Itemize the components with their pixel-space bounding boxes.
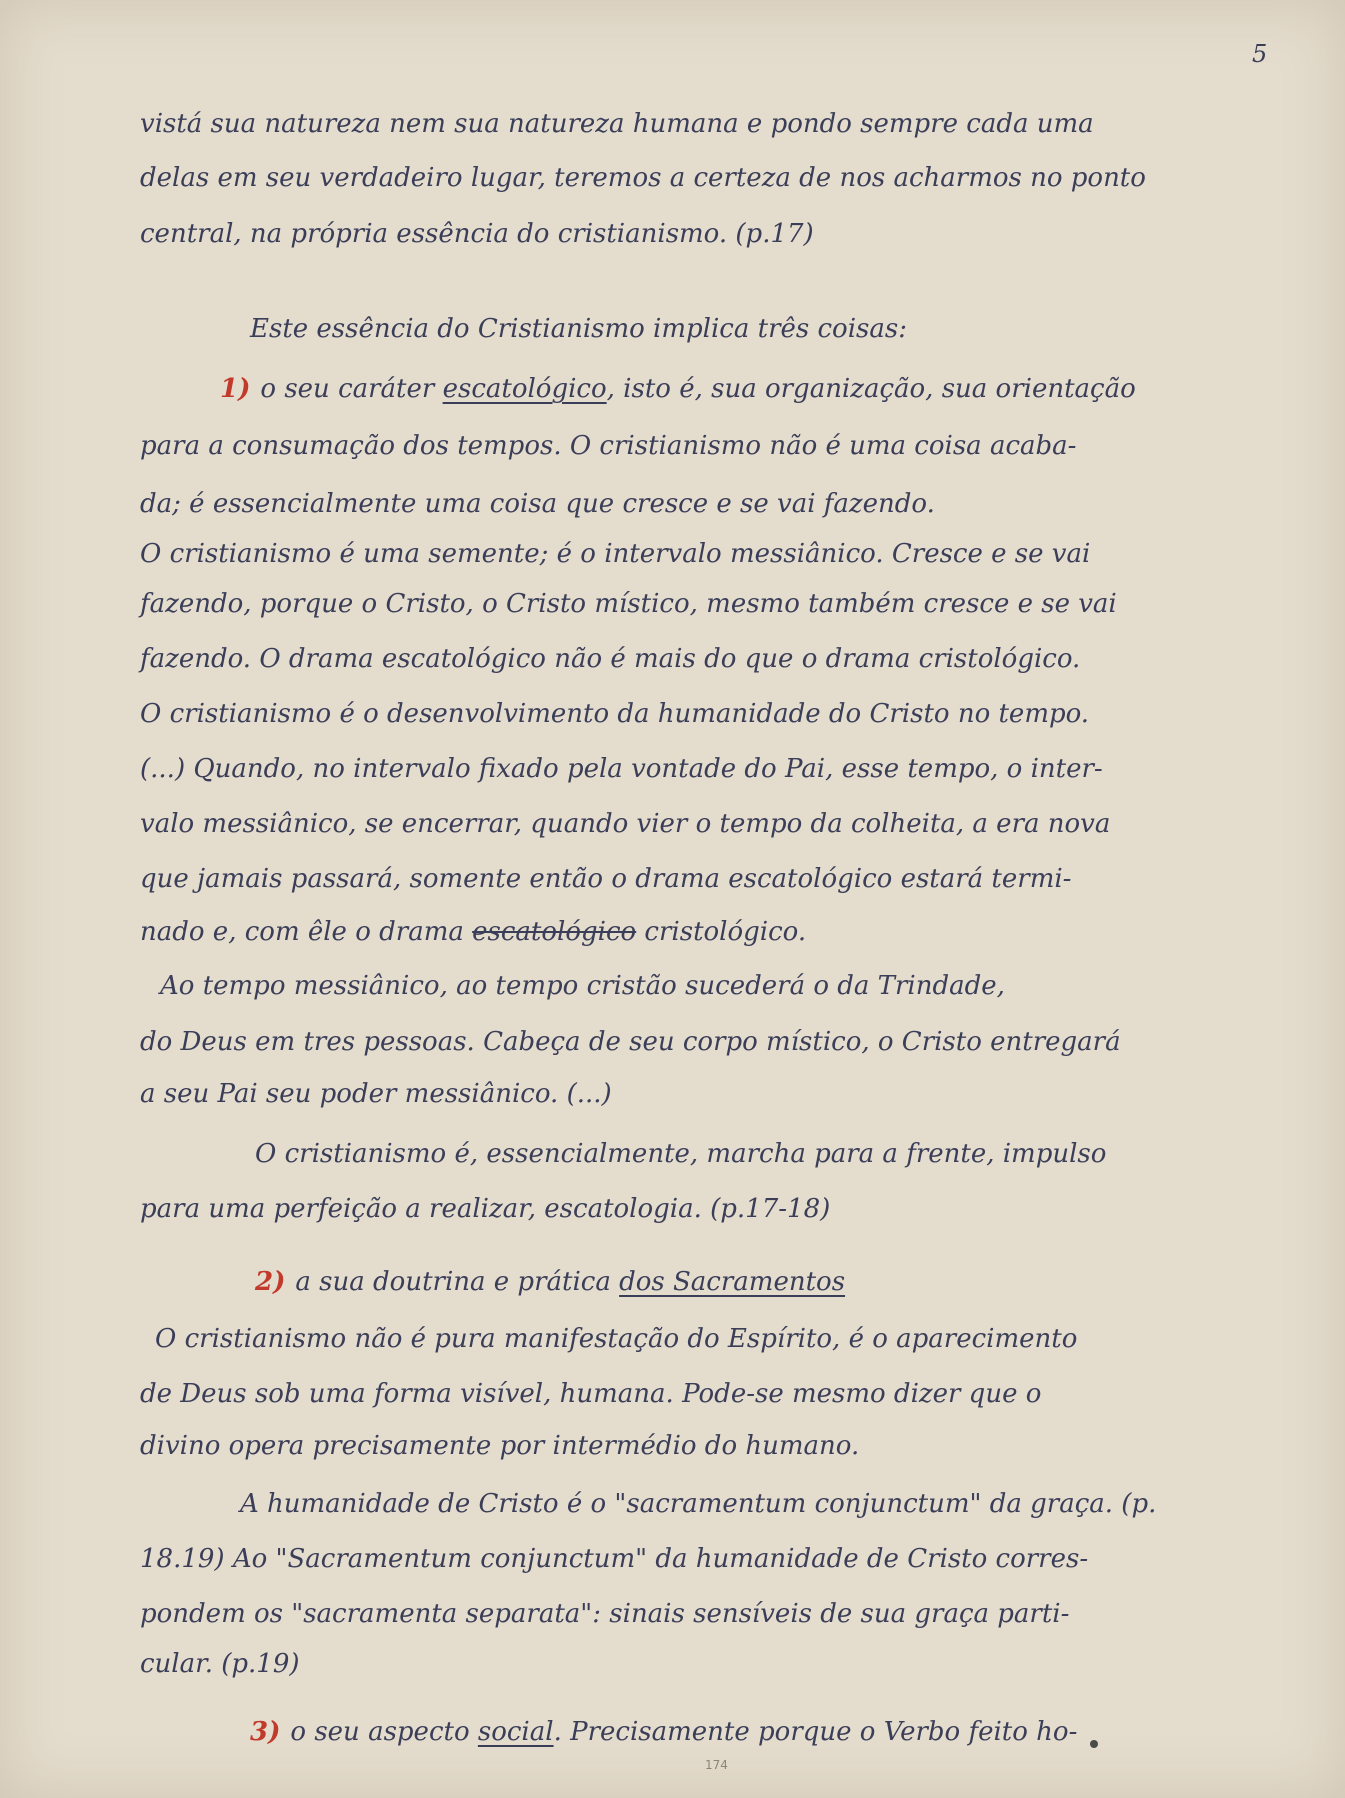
item-3-heading xyxy=(250,1716,1077,1748)
text-line: do Deus em tres pessoas. Cabeça de seu corpo místico, o Cristo entregará xyxy=(140,1027,1121,1057)
text-line: Ao tempo messiânico, ao tempo cristão sucederá o da Trindade, xyxy=(160,971,1005,1001)
item-2-heading xyxy=(255,1266,845,1298)
text-line: da; é essencialmente uma coisa que cresce e se vai fazendo. xyxy=(140,489,935,519)
text-line: O cristianismo é uma semente; é o intervalo messiânico. Cresce e se vai xyxy=(140,539,1091,569)
section-intro: Este essência do Cristianismo implica três coisas: xyxy=(250,314,907,344)
text-line: fazendo, porque o Cristo, o Cristo místico, mesmo também cresce e se vai xyxy=(140,589,1117,619)
text-line: para uma perfeição a realizar, escatologia. (p.17-18) xyxy=(140,1194,831,1224)
text-line: valo messiânico, se encerrar, quando vier o tempo da colheita, a era nova xyxy=(140,809,1111,839)
item-3-pre: o seu aspecto xyxy=(290,1717,478,1747)
item-1-pre: o seu caráter xyxy=(260,374,443,404)
text-line: A humanidade de Cristo é o "sacramentum conjunctum" da graça. (p. xyxy=(240,1489,1157,1519)
item-1-term: escatológico xyxy=(442,374,607,404)
text-line-with-strikethrough xyxy=(140,916,806,948)
text-line: para a consumação dos tempos. O cristianismo não é uma coisa acaba- xyxy=(140,431,1077,461)
page-number: 5 xyxy=(1252,40,1268,68)
item-3-marker: 3) xyxy=(250,1717,281,1747)
text-line: (...) Quando, no intervalo fixado pela vontade do Pai, esse tempo, o inter- xyxy=(140,754,1103,784)
item-1-heading xyxy=(220,373,1136,405)
struck-word: escatológico xyxy=(472,917,637,947)
item-1-post: , isto é, sua organização, sua orientação xyxy=(606,374,1136,404)
text-line: divino opera precisamente por intermédio do humano. xyxy=(140,1431,860,1461)
item-1-marker: 1) xyxy=(220,374,251,404)
text-line: fazendo. O drama escatológico não é mais do que o drama cristológico. xyxy=(140,644,1081,674)
line-15-post: cristológico. xyxy=(636,917,807,947)
ink-spot xyxy=(1090,1740,1098,1748)
bottom-folio-mark: 174 xyxy=(705,1758,728,1772)
item-3-term: social xyxy=(477,1717,554,1747)
text-line: de Deus sob uma forma visível, humana. Pode-se mesmo dizer que o xyxy=(140,1379,1042,1409)
text-line: O cristianismo é o desenvolvimento da humanidade do Cristo no tempo. xyxy=(140,699,1090,729)
text-line: pondem os "sacramenta separata": sinais sensíveis de sua graça parti- xyxy=(140,1599,1070,1629)
text-line: a seu Pai seu poder messiânico. (...) xyxy=(140,1079,612,1109)
text-line: O cristianismo é, essencialmente, marcha para a frente, impulso xyxy=(255,1139,1107,1169)
text-line: que jamais passará, somente então o drama escatológico estará termi- xyxy=(140,864,1072,894)
item-2-pre: a sua doutrina e prática xyxy=(295,1267,620,1297)
text-line: vistá sua natureza nem sua natureza humana e pondo sempre cada uma xyxy=(140,109,1094,139)
text-line: cular. (p.19) xyxy=(140,1649,300,1679)
item-3-post: . Precisamente porque o Verbo feito ho- xyxy=(553,1717,1078,1747)
text-line: O cristianismo não é pura manifestação do Espírito, é o aparecimento xyxy=(155,1324,1078,1354)
line-15-pre: nado e, com êle o drama xyxy=(140,917,473,947)
text-line: delas em seu verdadeiro lugar, teremos a certeza de nos acharmos no ponto xyxy=(140,163,1146,193)
item-2-marker: 2) xyxy=(255,1267,286,1297)
text-line: central, na própria essência do cristianismo. (p.17) xyxy=(140,219,814,249)
text-line: 18.19) Ao "Sacramentum conjunctum" da humanidade de Cristo corres- xyxy=(140,1544,1089,1574)
item-2-term: dos Sacramentos xyxy=(619,1267,846,1297)
